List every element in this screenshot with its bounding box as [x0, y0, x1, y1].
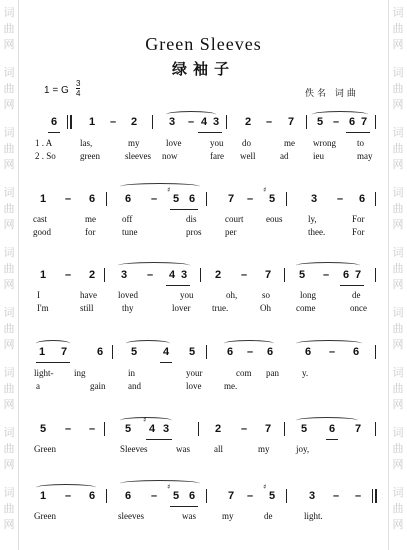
watermark-glyph: 曲 [3, 322, 15, 335]
lyric: for [85, 227, 96, 237]
note: 1 [39, 490, 47, 502]
watermark-glyph: 曲 [392, 82, 404, 95]
lyric: my [222, 511, 234, 521]
note: 6 [188, 193, 196, 205]
sharp-sign: ♯ [167, 186, 171, 194]
lyric: y. [302, 368, 309, 378]
lyric: court [225, 214, 244, 224]
lyric: love [186, 381, 202, 391]
note: 2 [130, 116, 138, 128]
song-subtitle-chinese: 绿袖子 [171, 60, 235, 78]
watermark-glyph: 网 [392, 518, 404, 531]
slur [118, 262, 190, 269]
note: – [322, 269, 330, 281]
lyric: joy, [296, 444, 310, 454]
note: 2 [214, 269, 222, 281]
barline [106, 489, 107, 503]
watermark-glyph: 词 [392, 186, 404, 199]
watermark-glyph: 词 [3, 486, 15, 499]
watermark-glyph: 网 [3, 398, 15, 411]
lyric: in [128, 368, 136, 378]
barline [375, 345, 376, 359]
watermark-glyph: 曲 [3, 442, 15, 455]
lyric: 2 . So [35, 151, 56, 161]
note: 4 [200, 116, 208, 128]
lyric: now [162, 151, 178, 161]
watermark-glyph: 曲 [3, 202, 15, 215]
note: 5 [124, 423, 132, 435]
lyric: my [128, 138, 140, 148]
note: 7 [360, 116, 368, 128]
note: 3 [120, 269, 128, 281]
watermark-glyph: 网 [3, 518, 15, 531]
watermark-glyph: 词 [3, 6, 15, 19]
lyric: Green [34, 511, 56, 521]
barline [375, 268, 376, 282]
lyric: For [352, 227, 365, 237]
barline [104, 422, 105, 436]
lyric: de [352, 290, 361, 300]
watermark-glyph: 词 [3, 186, 15, 199]
lyric: las, [80, 138, 93, 148]
note: 5 [39, 423, 47, 435]
watermark-glyph: 词 [3, 246, 15, 259]
barline [206, 192, 207, 206]
barline [206, 489, 207, 503]
lyric: tune [122, 227, 138, 237]
lyric: eous [266, 214, 283, 224]
lyric: off [122, 214, 133, 224]
lyric: de [264, 511, 273, 521]
watermark-glyph: 网 [3, 38, 15, 51]
underline-beam [166, 285, 190, 286]
note: 6 [304, 346, 312, 358]
lyric: thy [122, 303, 134, 313]
barline [198, 422, 199, 436]
watermark-glyph: 网 [3, 338, 15, 351]
watermark-glyph: 曲 [3, 82, 15, 95]
sharp-sign: ♯ [263, 483, 267, 491]
note: 6 [358, 193, 366, 205]
barline [112, 345, 113, 359]
watermark-glyph: 网 [3, 158, 15, 171]
lyric: thee. [308, 227, 326, 237]
lyric: I'm [37, 303, 49, 313]
lyric: ing [74, 368, 86, 378]
final-barline [372, 489, 377, 503]
lyric: light- [34, 368, 54, 378]
watermark-glyph: 曲 [392, 442, 404, 455]
note: 5 [172, 490, 180, 502]
lyric: Green [34, 444, 56, 454]
note: 7 [227, 193, 235, 205]
underline-beam [340, 285, 364, 286]
watermark-glyph: 网 [392, 398, 404, 411]
note: – [246, 346, 254, 358]
watermark-glyph: 词 [392, 486, 404, 499]
note: 3 [310, 193, 318, 205]
underline-beam [198, 132, 222, 133]
note: – [64, 423, 72, 435]
sharp-sign: ♯ [167, 483, 171, 491]
note: 1 [38, 346, 46, 358]
note: 2 [214, 423, 222, 435]
note: – [88, 423, 96, 435]
note: – [109, 116, 117, 128]
watermark-glyph: 曲 [3, 142, 15, 155]
watermark-glyph: 曲 [392, 142, 404, 155]
lyric: come [296, 303, 316, 313]
note: 5 [316, 116, 324, 128]
note: – [146, 269, 154, 281]
watermark-glyph: 网 [392, 218, 404, 231]
barline [284, 268, 285, 282]
watermark-glyph: 曲 [392, 262, 404, 275]
note: – [265, 116, 273, 128]
watermark-glyph: 网 [3, 278, 15, 291]
lyric: pros [186, 227, 202, 237]
barline [104, 268, 105, 282]
watermark-glyph: 网 [392, 38, 404, 51]
note: 5 [130, 346, 138, 358]
note: 4 [162, 346, 170, 358]
composer-credit: 佚名 词曲 [305, 89, 359, 99]
watermark-glyph: 网 [392, 158, 404, 171]
lyric: wrong [313, 138, 336, 148]
barline [286, 192, 287, 206]
note: 5 [298, 269, 306, 281]
lyric: gain [90, 381, 106, 391]
watermark-glyph: 网 [3, 218, 15, 231]
underline-beam [146, 439, 172, 440]
barline [284, 422, 285, 436]
watermark-glyph: 曲 [392, 22, 404, 35]
note: 6 [88, 193, 96, 205]
lyric: your [186, 368, 203, 378]
lyric: true. [212, 303, 229, 313]
note: – [150, 193, 158, 205]
note: 4 [168, 269, 176, 281]
lyric: 1 . A [35, 138, 53, 148]
note: 6 [50, 116, 58, 128]
note: – [187, 116, 195, 128]
barline [206, 345, 207, 359]
lyric: have [80, 290, 97, 300]
lyric: well [240, 151, 256, 161]
slur [120, 183, 200, 190]
lyric: may [357, 151, 373, 161]
lyric: a [36, 381, 40, 391]
watermark-glyph: 网 [3, 458, 15, 471]
note: 1 [39, 193, 47, 205]
note: 5 [188, 346, 196, 358]
watermark-glyph: 曲 [3, 22, 15, 35]
watermark-glyph: 曲 [392, 502, 404, 515]
note: 6 [328, 423, 336, 435]
note: 6 [342, 269, 350, 281]
lyric: per [225, 227, 237, 237]
barline [306, 115, 307, 129]
watermark-glyph: 曲 [3, 382, 15, 395]
watermark-glyph: 词 [3, 366, 15, 379]
lyric: long [300, 290, 317, 300]
watermark-glyph: 网 [392, 338, 404, 351]
watermark-glyph: 词 [392, 366, 404, 379]
note: – [64, 193, 72, 205]
note: 7 [227, 490, 235, 502]
watermark-glyph: 词 [392, 66, 404, 79]
note: – [64, 269, 72, 281]
lyric: and [128, 381, 141, 391]
lyric: do [242, 138, 251, 148]
underline-beam [36, 362, 70, 363]
sharp-sign: ♯ [143, 416, 147, 424]
note: 6 [352, 346, 360, 358]
lyric: was [176, 444, 190, 454]
lyric: ieu [313, 151, 324, 161]
watermark-strip-left [0, 0, 19, 550]
note: 2 [244, 116, 252, 128]
underline-beam [346, 132, 370, 133]
note: 3 [168, 116, 176, 128]
watermark-glyph: 曲 [392, 202, 404, 215]
note: 7 [354, 423, 362, 435]
watermark-glyph: 曲 [392, 382, 404, 395]
watermark-glyph: 词 [392, 6, 404, 19]
lyric: I [37, 290, 40, 300]
note: 3 [180, 269, 188, 281]
song-title: Green Sleeves [145, 34, 262, 54]
watermark-glyph: 词 [392, 426, 404, 439]
watermark-glyph: 网 [392, 98, 404, 111]
underline-beam [160, 362, 172, 363]
lyric: me [284, 138, 295, 148]
lyric: love [166, 138, 182, 148]
note: – [336, 193, 344, 205]
lyric: light. [304, 511, 323, 521]
note: – [332, 116, 340, 128]
note: 3 [308, 490, 316, 502]
lyric: good [33, 227, 51, 237]
note: 3 [212, 116, 220, 128]
note: – [64, 490, 72, 502]
barline [106, 192, 107, 206]
lyric: me. [224, 381, 238, 391]
time-signature-top: 3 [76, 79, 81, 88]
watermark-glyph: 词 [392, 126, 404, 139]
lyric: pan [266, 368, 279, 378]
lyric: For [352, 214, 365, 224]
note: – [328, 346, 336, 358]
note: – [240, 269, 248, 281]
note: 1 [39, 269, 47, 281]
underline-beam [326, 439, 338, 440]
note: – [240, 423, 248, 435]
note: 7 [354, 269, 362, 281]
watermark-glyph: 曲 [3, 502, 15, 515]
slur [120, 480, 200, 487]
watermark-glyph: 词 [3, 66, 15, 79]
barline [375, 115, 376, 129]
note: 1 [88, 116, 96, 128]
lyric: me [85, 214, 96, 224]
watermark-glyph: 网 [392, 278, 404, 291]
underline-beam [170, 209, 198, 210]
note: 7 [60, 346, 68, 358]
lyric: once [350, 303, 367, 313]
barline [152, 115, 153, 129]
note: – [332, 490, 340, 502]
watermark-glyph: 词 [392, 306, 404, 319]
note: – [354, 490, 362, 502]
lyric: so [262, 290, 271, 300]
watermark-glyph: 词 [3, 306, 15, 319]
lyric: cast [33, 214, 47, 224]
note: 2 [88, 269, 96, 281]
barline [375, 422, 376, 436]
lyric: you [210, 138, 224, 148]
underline-beam [170, 506, 198, 507]
lyric: loved [118, 290, 138, 300]
lyric: ad [280, 151, 289, 161]
time-signature-bottom: 4 [76, 89, 81, 98]
note: 5 [300, 423, 308, 435]
lyric: com [236, 368, 252, 378]
lyric: fare [210, 151, 224, 161]
barline [286, 489, 287, 503]
lyric: my [258, 444, 270, 454]
lyric: still [80, 303, 94, 313]
note: 6 [124, 490, 132, 502]
note: 6 [88, 490, 96, 502]
underline-beam [48, 132, 60, 133]
lyric: all [214, 444, 223, 454]
key-signature: 1 = G [44, 85, 69, 96]
note: 5 [268, 490, 276, 502]
lyric: ly, [308, 214, 317, 224]
note: 6 [348, 116, 356, 128]
note: 7 [264, 269, 272, 281]
note: 7 [287, 116, 295, 128]
barline [226, 115, 227, 129]
note: 6 [124, 193, 132, 205]
watermark-glyph: 词 [392, 246, 404, 259]
lyric: oh, [226, 290, 238, 300]
note: – [150, 490, 158, 502]
note: 3 [162, 423, 170, 435]
note: 4 [148, 423, 156, 435]
watermark-glyph: 词 [3, 126, 15, 139]
slur [296, 262, 360, 269]
lyric: sleeves [118, 511, 144, 521]
watermark-strip-right [388, 0, 407, 550]
watermark-glyph: 词 [3, 426, 15, 439]
lyric: green [80, 151, 100, 161]
lyric: dis [186, 214, 197, 224]
lyric: was [182, 511, 196, 521]
note: 6 [96, 346, 104, 358]
note: 7 [264, 423, 272, 435]
note: 6 [226, 346, 234, 358]
lyric: you [180, 290, 194, 300]
lyric: Sleeves [120, 444, 148, 454]
watermark-glyph: 网 [3, 98, 15, 111]
watermark-glyph: 曲 [392, 322, 404, 335]
lyric: to [357, 138, 365, 148]
lyric: lover [172, 303, 191, 313]
note: 5 [268, 193, 276, 205]
note: 5 [172, 193, 180, 205]
barline [375, 192, 376, 206]
barline [200, 268, 201, 282]
note: – [246, 193, 254, 205]
watermark-glyph: 网 [392, 458, 404, 471]
time-signature [76, 79, 80, 98]
lyric: Oh [260, 303, 271, 313]
watermark-glyph: 曲 [3, 262, 15, 275]
barline [67, 115, 72, 129]
sharp-sign: ♯ [263, 186, 267, 194]
note: – [246, 490, 254, 502]
note: 6 [188, 490, 196, 502]
note: 6 [266, 346, 274, 358]
lyric: sleeves [125, 151, 151, 161]
